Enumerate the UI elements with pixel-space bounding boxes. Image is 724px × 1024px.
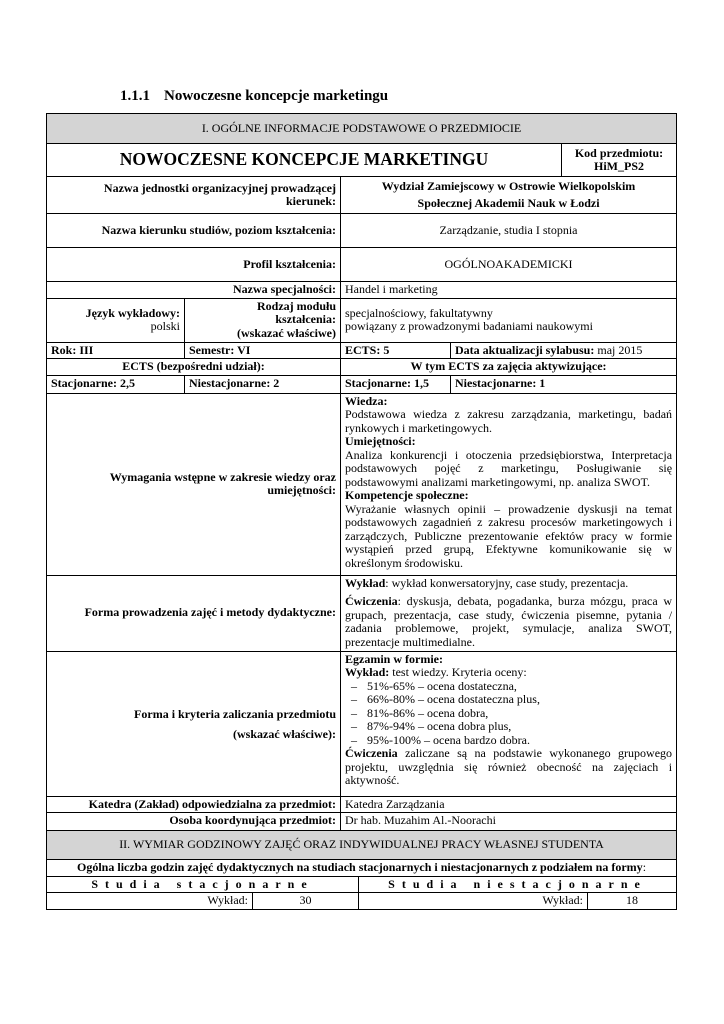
syllabus-table xyxy=(46,113,677,910)
section-heading xyxy=(120,88,388,105)
assessment-label xyxy=(47,651,341,796)
assessment-lecture-title: Wykład: xyxy=(345,665,390,679)
course-code-label: Kod przedmiotu: xyxy=(574,145,664,160)
section-title: Nowoczesne koncepcje marketingu xyxy=(164,88,389,104)
update-label: Data aktualizacji sylabusu: xyxy=(455,342,595,357)
module-value-line2: powiązany z prowadzonymi badaniami naukowymi xyxy=(345,319,593,333)
profile-value: OGÓLNOAKADEMICKI xyxy=(341,248,677,282)
language-label: Język wykładowy: xyxy=(85,305,180,320)
ects-active-fulltime: Stacjonarne: 1,5 xyxy=(341,375,451,393)
hours-total-text: Ogólna liczba godzin zajęć dydaktycznych na studiach stacjonarnych i niestacjonarnych z podziałem na formy xyxy=(77,860,643,874)
methods-lecture-text: : wykład konwersatoryjny, case study, prezentacja. xyxy=(385,575,629,590)
unit-value xyxy=(341,177,677,214)
specialization-value: Handel i marketing xyxy=(341,282,677,299)
unit-value-line1: Wydział Zamiejscowy w Ostrowie Wielkopolskim xyxy=(381,179,636,193)
methods-lecture xyxy=(345,577,672,591)
lecture-part-hours: 18 xyxy=(626,893,639,907)
hours-total-label xyxy=(47,860,677,877)
unit-value-line2: Społecznej Akademii Nauk w Łodzi xyxy=(417,196,600,210)
methods-exercises-text: : dyskusja, debata, pogadanka, burza mózgu, praca w grupach, prezentacja, case study, ćwiczenia pisemne, pytania / zadania problemowe, projekt, symulacje, analiza SWOT, prezentacje multimedialne. xyxy=(345,594,673,649)
grade-item: – 51%-65% – ocena dostateczna, xyxy=(345,680,672,694)
ects-cell: ECTS: 5 xyxy=(341,342,451,359)
field-value: Zarządzanie, studia I stopnia xyxy=(341,214,677,248)
exam-title: Egzamin w formie: xyxy=(345,651,443,666)
parttime-header: Studia niestacjonarne xyxy=(388,876,647,891)
methods-value xyxy=(341,575,677,651)
module-label-line1: Rodzaj modułu xyxy=(256,298,336,313)
ects-active-parttime: Niestacjonarne: 1 xyxy=(451,375,677,393)
methods-exercises-title: Ćwiczenia xyxy=(345,594,398,608)
lecture-full-hours: 30 xyxy=(253,893,359,909)
ects-direct-fulltime: Stacjonarne: 2,5 xyxy=(47,375,185,393)
grade-list xyxy=(345,680,672,748)
module-label-line2: kształcenia: xyxy=(275,312,336,326)
methods-exercises xyxy=(345,595,672,649)
ects-direct-parttime: Niestacjonarne: 2 xyxy=(185,375,341,393)
profile-label: Profil kształcenia: xyxy=(47,248,341,282)
lecture-part-label: Wykład: xyxy=(359,893,588,909)
lecture-hours-row xyxy=(47,893,677,910)
ects-active-header: W tym ECTS za zajęcia aktywizujące: xyxy=(341,359,677,376)
assessment-exercises xyxy=(345,747,672,788)
methods-lecture-title: Wykład xyxy=(345,575,386,590)
grade-item: – 95%-100% – ocena bardzo dobra. xyxy=(345,734,672,748)
course-code: HiM_PS2 xyxy=(594,159,645,173)
coordinator-value: Dr hab. Muzahim Al.-Noorachi xyxy=(341,813,677,831)
assessment-label-line1: Forma i kryteria zaliczania przedmiotu xyxy=(134,706,336,721)
assessment-lecture xyxy=(345,666,672,680)
module-label-line3: (wskazać właściwe) xyxy=(237,325,336,340)
grade-item: – 66%-80% – ocena dostateczna plus, xyxy=(345,693,672,707)
language-value: polski xyxy=(150,319,180,333)
module-label xyxy=(185,298,341,342)
assessment-lecture-text: test wiedzy. Kryteria oceny: xyxy=(389,665,527,679)
prerequisites-label: Wymagania wstępne w zakresie wiedzy oraz umiejętności: xyxy=(47,393,341,575)
assessment-label-line2: (wskazać właściwe): xyxy=(233,726,336,741)
section2-header: II. WYMIAR GODZINOWY ZAJĘĆ ORAZ INDYWIDUALNEJ PRACY WŁASNEJ STUDENTA xyxy=(47,831,677,860)
grade-item: – 87%-94% – ocena dobra plus, xyxy=(345,720,672,734)
study-mode-row xyxy=(47,876,677,893)
social-title: Kompetencje społeczne: xyxy=(345,488,469,502)
knowledge-title: Wiedza: xyxy=(345,393,388,408)
coordinator-label: Osoba koordynująca przedmiot: xyxy=(47,813,341,831)
hours-total-colon: : xyxy=(642,860,647,874)
fulltime-header: Studia stacjonarne xyxy=(47,877,359,893)
lecture-full-label: Wykład: xyxy=(47,893,253,909)
assessment-exercises-text: zaliczane są na podstawie wykonanego grupowego projektu, uwzględnia się również obecność na zajęciach i aktywność. xyxy=(345,746,673,787)
skills-text: Analiza konkurencji i otoczenia przedsiębiorstwa, Interpretacja podstawowych pojęć z marketingu, Posługiwanie się podstawowymi analizami marketingowymi, np. analiza SWOT. xyxy=(345,447,673,489)
assessment-value xyxy=(341,651,677,796)
semester-cell: Semestr: VI xyxy=(185,342,341,359)
unit-label: Nazwa jednostki organizacyjnej prowadzącej kierunek: xyxy=(47,177,341,214)
year-cell: Rok: III xyxy=(47,342,185,359)
course-title: NOWOCZESNE KONCEPCJE MARKETINGU xyxy=(47,144,562,177)
knowledge-text: Podstawowa wiedza z zakresu zarządzania, marketingu, badań rynkowych i marketingowych. xyxy=(345,407,673,435)
department-value: Katedra Zarządzania xyxy=(341,796,677,813)
ects-direct-header: ECTS (bezpośredni udział): xyxy=(47,359,341,376)
module-value xyxy=(341,298,677,342)
section-number: 1.1.1 xyxy=(120,88,150,104)
assessment-exercises-title: Ćwiczenia xyxy=(345,746,398,760)
section1-header: I. OGÓLNE INFORMACJE PODSTAWOWE O PRZEDMIOCIE xyxy=(47,114,677,144)
specialization-label: Nazwa specjalności: xyxy=(47,282,341,299)
social-text: Wyrażanie własnych opinii – prowadzenie dyskusji na temat podstawowych zagadnień z zakresu procesów marketingowych i zarządczych, Publiczne prezentowanie efektów pracy w formie wystąpień przed grupą, Efektywne komunikowanie się w określonym środowisku. xyxy=(345,501,673,570)
update-cell xyxy=(451,342,677,359)
prerequisites-value xyxy=(341,393,677,575)
course-code-cell xyxy=(562,144,677,177)
methods-label: Forma prowadzenia zajęć i metody dydaktyczne: xyxy=(47,575,341,651)
skills-title: Umiejętności: xyxy=(345,434,416,448)
module-value-line1: specjalnościowy, fakultatywny xyxy=(345,305,493,320)
grade-item: – 81%-86% – ocena dobra, xyxy=(345,707,672,721)
department-label: Katedra (Zakład) odpowiedzialna za przedmiot: xyxy=(47,796,341,813)
language-cell xyxy=(47,298,185,342)
field-label: Nazwa kierunku studiów, poziom kształcenia: xyxy=(47,214,341,248)
update-value: maj 2015 xyxy=(597,342,643,357)
